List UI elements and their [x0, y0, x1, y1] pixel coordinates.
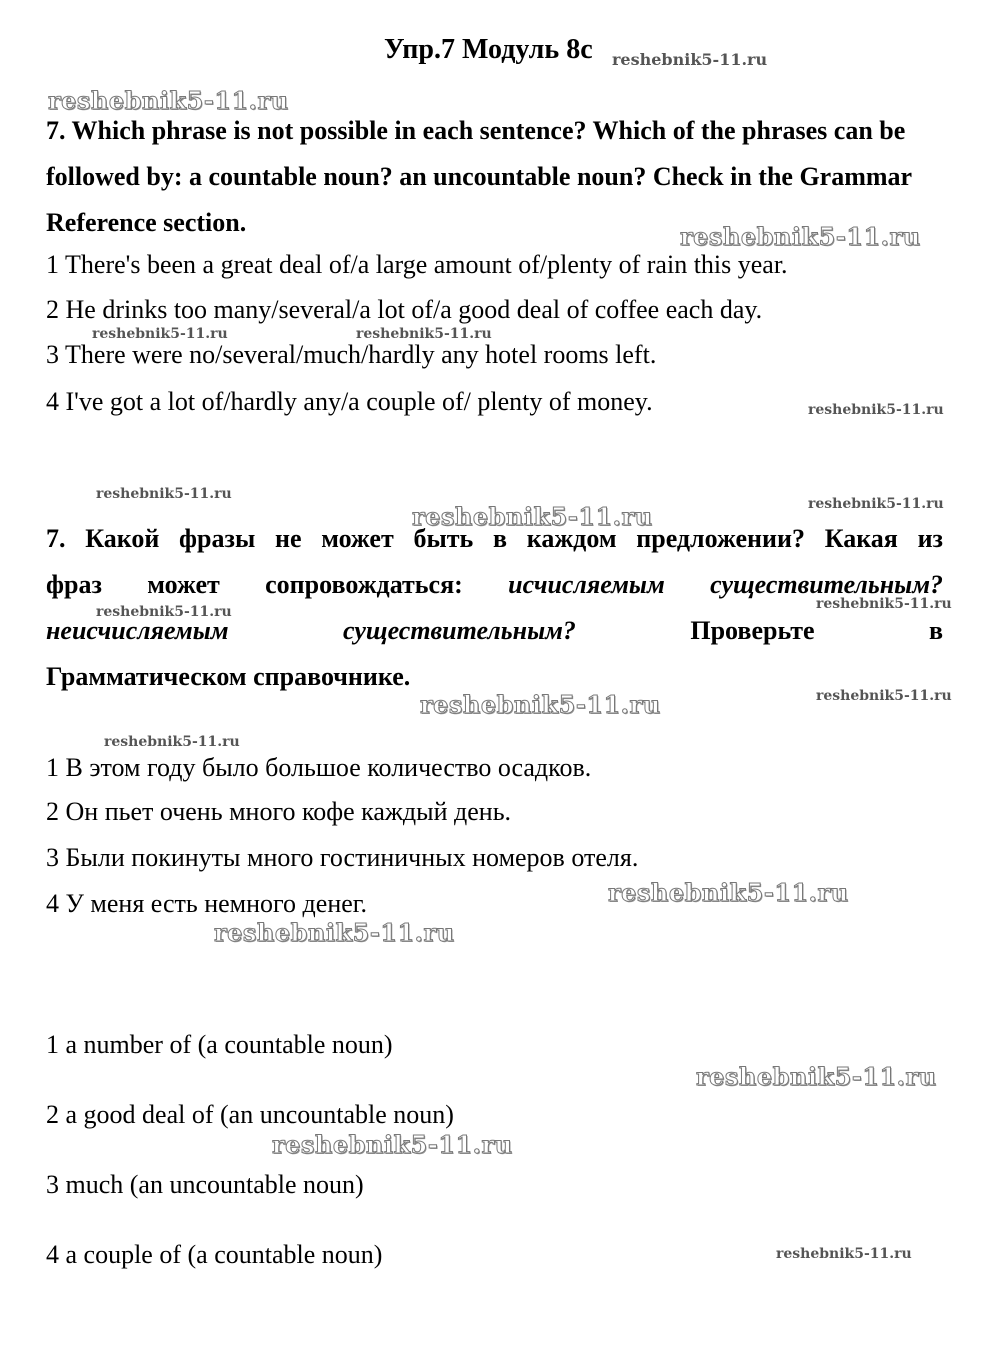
watermark-3: reshebnik5-11.ru: [680, 222, 921, 251]
watermark-2: reshebnik5-11.ru: [48, 86, 289, 115]
watermark-6: reshebnik5-11.ru: [808, 402, 944, 418]
sentence-en-1: 1 There's been a great deal of/a large amount of/plenty of rain this year.: [46, 250, 788, 279]
watermark-19: reshebnik5-11.ru: [776, 1246, 912, 1262]
watermark-12: reshebnik5-11.ru: [816, 688, 952, 704]
task-ru-line-4: Грамматическом справочнике.: [46, 662, 411, 691]
task-ru-line-1: 7. Какой фразы не может быть в каждом предложении? Какая из: [46, 524, 943, 553]
answer-1: 1 a number of (a countable noun): [46, 1030, 393, 1059]
task-english: 7. Which phrase is not possible in each sentence? Which of the phrases can be followed by: a countable noun? an uncountable noun? Check in the Grammar Reference section.: [46, 116, 912, 237]
watermark-17: reshebnik5-11.ru: [696, 1062, 937, 1091]
answer-2: 2 a good deal of (an uncountable noun): [46, 1100, 454, 1129]
watermark-5: reshebnik5-11.ru: [356, 326, 492, 342]
sentence-en-3: 3 There were no/several/much/hardly any hotel rooms left.: [46, 340, 657, 369]
watermark-8: reshebnik5-11.ru: [808, 496, 944, 512]
task-ru-line-2-b: исчисляемым существительным?: [508, 570, 944, 599]
answer-4: 4 a couple of (a countable noun): [46, 1240, 383, 1269]
sentence-en-2: 2 He drinks too many/several/a lot of/a good deal of coffee each day.: [46, 295, 763, 324]
watermark-15: reshebnik5-11.ru: [608, 878, 849, 907]
watermark-4: reshebnik5-11.ru: [92, 326, 228, 342]
watermark-13: reshebnik5-11.ru: [420, 690, 661, 719]
task-ru-line-2: [46, 562, 943, 608]
watermark-1: reshebnik5-11.ru: [612, 50, 768, 69]
watermark-18: reshebnik5-11.ru: [272, 1130, 513, 1159]
sentence-ru-4: 4 У меня есть немного денег.: [46, 889, 368, 918]
watermark-11: reshebnik5-11.ru: [816, 596, 952, 612]
watermark-16: reshebnik5-11.ru: [214, 918, 455, 947]
watermark-10: reshebnik5-11.ru: [96, 604, 232, 620]
answer-3: 3 much (an uncountable noun): [46, 1170, 364, 1199]
watermark-7: reshebnik5-11.ru: [96, 486, 232, 502]
sentence-en-4: 4 I've got a lot of/hardly any/a couple of/ plenty of money.: [46, 387, 653, 416]
sentence-ru-1: 1 В этом году было большое количество осадков.: [46, 753, 592, 782]
task-ru-line-2-a: фраз может сопровождаться:: [46, 570, 463, 599]
sentence-ru-3: 3 Были покинуты много гостиничных номеров отеля.: [46, 843, 639, 872]
task-ru-line-3-c: Проверьте в: [690, 616, 944, 645]
task-ru-line-3-b: существительным?: [343, 616, 576, 645]
watermark-9: reshebnik5-11.ru: [412, 502, 653, 531]
watermark-14: reshebnik5-11.ru: [104, 734, 240, 750]
task-ru-line-3-a: неисчисляемым: [46, 616, 229, 645]
page-title: Упр.7 Модуль 8с: [384, 34, 593, 65]
sentence-ru-2: 2 Он пьет очень много кофе каждый день.: [46, 797, 512, 826]
